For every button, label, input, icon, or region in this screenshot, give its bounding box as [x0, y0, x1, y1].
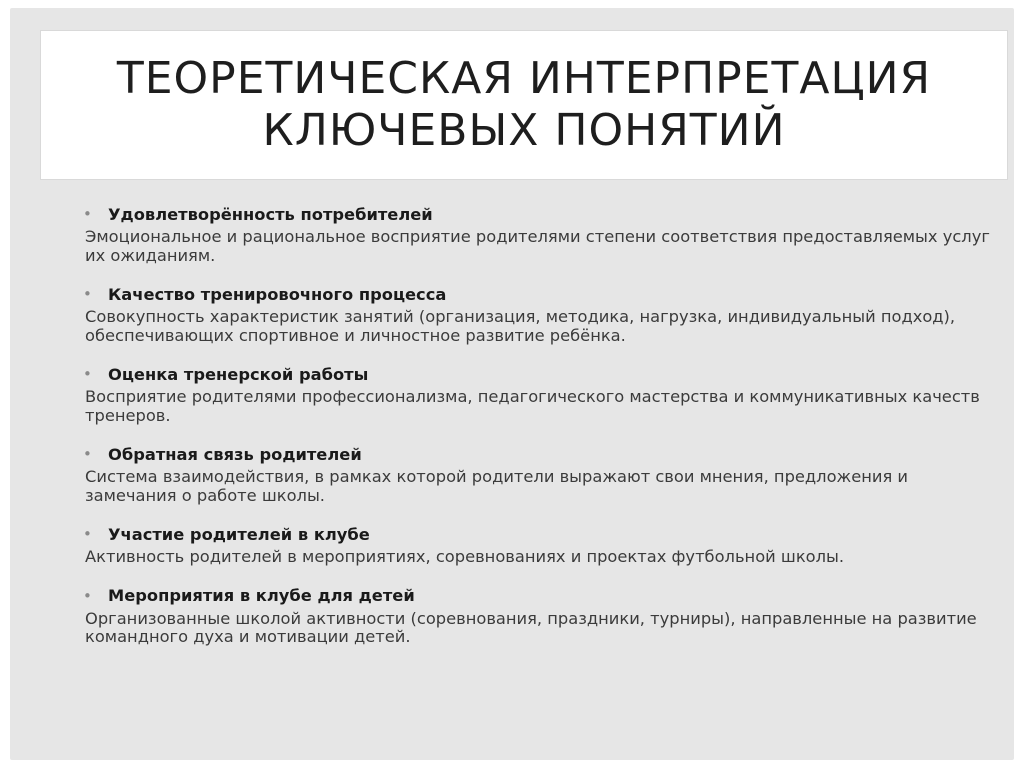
item-description: Организованные школой активности (соревнования, праздники, турниры), направленные на развитие командного духа и мотивации детей. [85, 608, 977, 646]
bullet-icon: • [83, 285, 92, 303]
bullet-icon: • [83, 205, 92, 223]
item-description: Совокупность характеристик занятий (организация, методика, нагрузка, индивидуальный подход), обеспечивающих спортивное и личностное развитие ребёнка. [85, 307, 956, 345]
item-heading: Обратная связь родителей [108, 444, 362, 464]
bullet-icon: • [83, 445, 92, 463]
item-description: Восприятие родителями профессионализма, педагогического мастерства и коммуникативных качеств тренеров. [85, 387, 980, 425]
item-description: Эмоциональное и рациональное восприятие родителями степени соответствия предоставляемых услуг их ожиданиям. [85, 227, 990, 265]
item-description: Система взаимодействия, в рамках которой родители выражают свои мнения, предложения и замечания о работе школы. [85, 467, 909, 505]
list-item [84, 282, 1004, 345]
title-box [40, 30, 1008, 180]
list-item [84, 362, 1004, 425]
bullet-icon: • [83, 525, 92, 543]
list-item [84, 522, 1004, 567]
item-heading: Удовлетворённость потребителей [108, 204, 433, 224]
bullet-list [84, 202, 1004, 664]
slide [10, 8, 1014, 760]
item-heading: Мероприятия в клубе для детей [108, 586, 415, 605]
list-item [84, 584, 1004, 647]
list-item [84, 202, 1004, 265]
item-description: Активность родителей в мероприятиях, соревнованиях и проектах футбольной школы. [85, 547, 845, 566]
item-heading: Оценка тренерской работы [108, 364, 369, 384]
item-heading: Качество тренировочного процесса [108, 284, 447, 304]
slide-title: ТЕОРЕТИЧЕСКАЯ ИНТЕРПРЕТАЦИЯ КЛЮЧЕВЫХ ПОНЯТИЙ [116, 53, 932, 156]
bullet-icon: • [83, 365, 92, 383]
list-item [84, 442, 1004, 505]
bullet-icon: • [83, 586, 92, 605]
item-heading: Участие родителей в клубе [108, 524, 370, 544]
